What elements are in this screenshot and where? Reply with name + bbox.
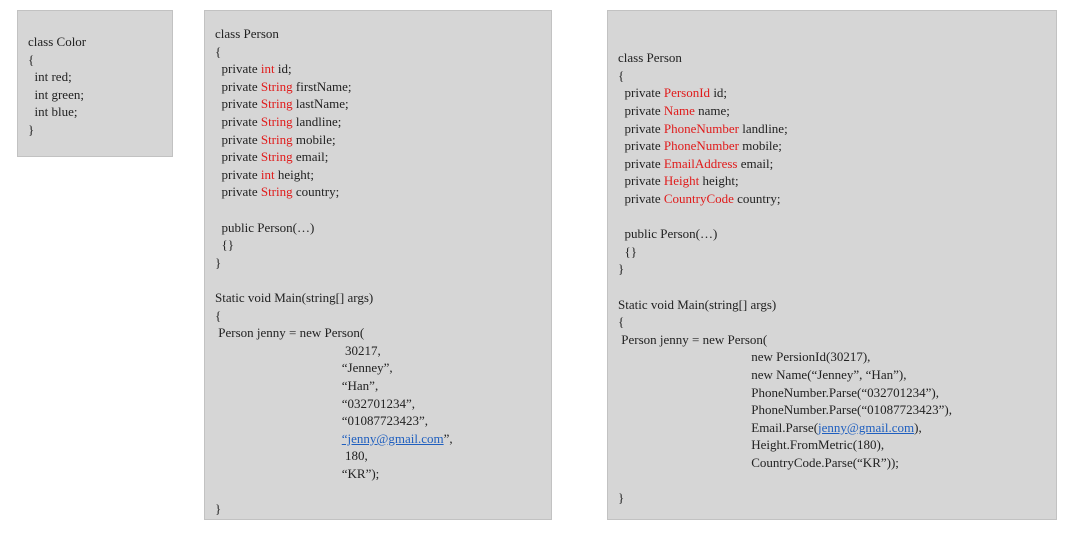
type-keyword: int	[260, 61, 275, 77]
code-text: private	[215, 184, 261, 200]
code-text: {}	[215, 237, 234, 253]
code-line	[28, 121, 34, 139]
type-keyword: String	[260, 114, 293, 129]
code-line	[215, 166, 314, 184]
code-text: }	[28, 122, 35, 137]
code-line	[618, 137, 782, 155]
code-line	[215, 289, 373, 307]
code-line	[215, 236, 234, 254]
code-line	[215, 254, 221, 272]
type-keyword: PersonId	[663, 85, 711, 101]
code-text: CountryCode.Parse(“KR”));	[618, 454, 899, 470]
type-keyword: CountryCode	[663, 190, 734, 206]
code-text: public Person(…)	[215, 219, 315, 235]
code-line	[618, 384, 939, 402]
code-text: ),	[914, 419, 922, 435]
code-text: }	[215, 254, 222, 270]
code-text: private	[618, 190, 664, 206]
code-line	[28, 103, 77, 121]
code-line	[215, 307, 221, 325]
code-text: Static void Main(string[] args)	[215, 290, 374, 305]
code-line	[215, 342, 381, 360]
code-text: PhoneNumber.Parse(“032701234”),	[618, 384, 939, 400]
code-text: class Person	[215, 26, 279, 41]
code-line	[618, 436, 884, 454]
code-line	[215, 95, 349, 113]
type-keyword: int	[260, 166, 275, 182]
code-line	[618, 331, 767, 349]
code-line	[215, 430, 453, 448]
code-text: mobile;	[738, 138, 782, 154]
code-line	[215, 43, 221, 61]
code-text: {	[215, 43, 222, 59]
code-text: int blue;	[28, 104, 78, 120]
code-line	[215, 60, 292, 78]
code-line	[215, 219, 314, 237]
code-text: private	[618, 138, 664, 154]
code-line	[618, 49, 682, 67]
type-keyword: EmailAddress	[663, 155, 738, 171]
code-line	[215, 412, 428, 430]
code-text: }	[215, 501, 222, 517]
code-line	[215, 25, 279, 43]
code-text: private	[215, 131, 261, 147]
code-text: int red;	[28, 69, 72, 85]
person-valueobject-panel	[607, 10, 1057, 520]
code-line	[618, 489, 624, 507]
code-text: id;	[274, 61, 292, 77]
code-text: country;	[292, 184, 340, 200]
code-line	[618, 84, 727, 102]
code-text: landline;	[292, 114, 342, 129]
code-text: private	[215, 96, 261, 112]
code-line	[215, 377, 378, 395]
code-line	[618, 419, 922, 437]
code-text: country;	[733, 190, 781, 206]
type-keyword: String	[260, 78, 293, 94]
code-line	[618, 348, 870, 366]
code-line	[618, 172, 739, 190]
code-text: int green;	[28, 86, 84, 102]
code-text: id;	[710, 85, 728, 101]
type-keyword: PhoneNumber	[663, 138, 739, 154]
code-text: {	[618, 67, 625, 83]
code-text: mobile;	[292, 131, 336, 147]
code-text: “032701234”,	[215, 395, 416, 411]
code-line	[618, 102, 730, 120]
code-text: height;	[699, 173, 739, 189]
code-text: name;	[694, 102, 730, 118]
code-line	[618, 454, 899, 472]
code-text: }	[618, 261, 625, 277]
code-text: Person jenny = new Person(	[618, 331, 768, 347]
code-line	[618, 120, 788, 138]
type-keyword: PhoneNumber	[663, 120, 739, 136]
code-line	[618, 67, 624, 85]
code-text: “01087723423”,	[215, 413, 429, 429]
code-text: email;	[292, 149, 329, 165]
email-link[interactable]: jenny@gmail.com	[818, 419, 915, 435]
code-text: Person jenny = new Person(	[215, 325, 365, 341]
code-line	[618, 401, 952, 419]
code-line	[618, 243, 637, 261]
code-line	[28, 68, 72, 86]
type-keyword: String	[260, 149, 293, 165]
code-text: new PersionId(30217),	[618, 349, 871, 365]
code-text: class Color	[28, 34, 87, 49]
code-text: private	[215, 166, 261, 182]
code-text: {	[28, 51, 35, 67]
code-line	[215, 183, 339, 201]
code-line	[618, 260, 624, 278]
code-text: {	[215, 307, 222, 323]
code-text: landline;	[738, 120, 788, 136]
code-text: private	[215, 114, 261, 129]
code-text: private	[215, 149, 261, 165]
code-text: “Han”,	[215, 378, 379, 393]
code-line	[215, 465, 379, 483]
code-text: }	[618, 490, 625, 506]
email-link[interactable]: “jenny@gmail.com	[341, 430, 444, 446]
type-keyword: Height	[663, 173, 700, 189]
code-line	[215, 324, 364, 342]
code-text: 180,	[215, 448, 368, 464]
code-text: private	[618, 85, 664, 101]
code-text: height;	[274, 166, 314, 182]
code-line	[215, 359, 393, 377]
color-class-panel	[17, 10, 173, 157]
code-text: lastName;	[292, 96, 349, 112]
code-text: {	[618, 314, 625, 330]
code-line	[215, 113, 341, 131]
code-line	[215, 500, 221, 518]
code-text: PhoneNumber.Parse(“01087723423”),	[618, 402, 952, 418]
code-line	[618, 190, 780, 208]
code-line	[28, 33, 86, 51]
code-line	[618, 225, 717, 243]
code-line	[28, 86, 84, 104]
code-text: class Person	[618, 50, 682, 66]
code-text: private	[215, 61, 261, 77]
code-text: email;	[737, 155, 774, 171]
type-keyword: Name	[663, 102, 695, 118]
code-text: {}	[618, 243, 637, 259]
code-text: new Name(“Jenney”, “Han”),	[618, 366, 907, 382]
code-line	[618, 366, 906, 384]
code-line	[215, 148, 328, 166]
code-text: private	[618, 120, 664, 136]
code-text: private	[618, 173, 664, 189]
code-line	[215, 395, 415, 413]
code-text: Height.FromMetric(180),	[618, 437, 885, 453]
code-text: “KR”);	[215, 466, 380, 481]
code-text: Static void Main(string[] args)	[618, 296, 777, 312]
type-keyword: String	[260, 184, 293, 200]
code-text: ”,	[443, 430, 453, 446]
code-line	[618, 155, 773, 173]
code-line	[618, 313, 624, 331]
code-text: private	[215, 78, 261, 94]
code-line	[215, 447, 368, 465]
code-text: public Person(…)	[618, 226, 718, 242]
code-text: “Jenney”,	[215, 360, 393, 376]
code-line	[618, 296, 776, 314]
type-keyword: String	[260, 96, 293, 112]
code-text: Email.Parse(	[618, 419, 819, 435]
code-line	[28, 51, 34, 69]
code-text: private	[618, 102, 664, 118]
code-line	[215, 78, 351, 96]
type-keyword: String	[260, 131, 293, 147]
code-text: firstName;	[292, 78, 352, 94]
person-primitive-panel	[204, 10, 552, 520]
code-line	[215, 131, 336, 149]
code-text: 30217,	[215, 342, 381, 358]
code-text	[215, 431, 342, 446]
code-text: private	[618, 155, 664, 171]
